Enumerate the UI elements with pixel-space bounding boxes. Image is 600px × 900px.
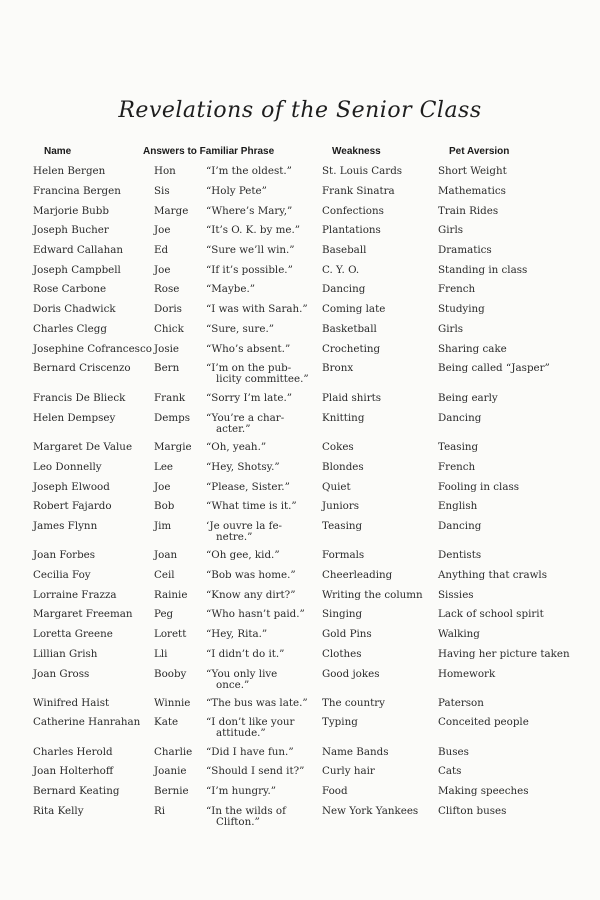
student-weakness: Gold Pins bbox=[322, 628, 372, 640]
student-nickname: Kate bbox=[154, 716, 179, 728]
student-name: Joan Forbes bbox=[33, 549, 96, 561]
student-weakness: Juniors bbox=[322, 500, 360, 512]
student-pet-aversion: Dancing bbox=[438, 520, 482, 532]
student-pet-aversion: French bbox=[438, 283, 476, 295]
page-title: Revelations of the Senior Class bbox=[118, 98, 482, 123]
familiar-phrase bbox=[206, 284, 310, 295]
header-weakness: Weakness bbox=[332, 146, 381, 157]
familiar-phrase bbox=[206, 442, 310, 453]
student-name: Cecilia Foy bbox=[33, 569, 91, 581]
student-nickname: Lli bbox=[154, 648, 168, 660]
student-name: Rose Carbone bbox=[33, 283, 107, 295]
student-pet-aversion: Having her picture taken bbox=[438, 648, 570, 660]
student-nickname: Joanie bbox=[154, 765, 187, 777]
student-nickname: Joe bbox=[154, 481, 171, 493]
student-name: Catherine Hanrahan bbox=[33, 716, 141, 728]
student-pet-aversion: Girls bbox=[438, 224, 464, 236]
familiar-phrase bbox=[206, 363, 310, 385]
student-pet-aversion: Clifton buses bbox=[438, 805, 507, 817]
student-weakness: Quiet bbox=[322, 481, 351, 493]
student-pet-aversion: Buses bbox=[438, 746, 469, 758]
student-weakness: Name Bands bbox=[322, 746, 389, 758]
student-weakness: St. Louis Cards bbox=[322, 165, 403, 177]
student-name: Joan Holterhoff bbox=[33, 765, 114, 777]
student-weakness: Dancing bbox=[322, 283, 366, 295]
student-weakness: Coming late bbox=[322, 303, 386, 315]
familiar-phrase bbox=[206, 304, 310, 315]
familiar-phrase bbox=[206, 265, 310, 276]
student-name: Charles Clegg bbox=[33, 323, 107, 335]
familiar-phrase-line: “Sure, sure.” bbox=[206, 323, 274, 335]
familiar-phrase-line: licity committee.” bbox=[216, 373, 309, 385]
familiar-phrase-line: “It’s O. K. by me.” bbox=[206, 224, 300, 236]
header-answers: Answers to Familiar Phrase bbox=[143, 146, 275, 157]
student-nickname: Lorett bbox=[154, 628, 187, 640]
familiar-phrase-line: Clifton.” bbox=[216, 816, 260, 828]
familiar-phrase-line: “Please, Sister.” bbox=[206, 481, 290, 493]
student-pet-aversion: English bbox=[438, 500, 478, 512]
student-nickname: Lee bbox=[154, 461, 174, 473]
familiar-phrase bbox=[206, 590, 310, 601]
student-name: Leo Donnelly bbox=[33, 461, 102, 473]
student-pet-aversion: Studying bbox=[438, 303, 485, 315]
familiar-phrase-line: acter.” bbox=[216, 423, 251, 435]
student-nickname: Rose bbox=[154, 283, 180, 295]
student-nickname: Chick bbox=[154, 323, 184, 335]
familiar-phrase bbox=[206, 629, 310, 640]
student-name: Marjorie Bubb bbox=[33, 205, 109, 217]
student-weakness: Crocheting bbox=[322, 343, 381, 355]
student-weakness: Singing bbox=[322, 608, 363, 620]
student-nickname: Charlie bbox=[154, 746, 193, 758]
student-pet-aversion: Walking bbox=[438, 628, 480, 640]
student-name: Edward Callahan bbox=[33, 244, 123, 256]
familiar-phrase bbox=[206, 206, 310, 217]
familiar-phrase-line: “I’m the oldest.” bbox=[206, 165, 292, 177]
student-weakness: Cokes bbox=[322, 441, 354, 453]
student-weakness: Plantations bbox=[322, 224, 381, 236]
student-nickname: Marge bbox=[154, 205, 189, 217]
header-name: Name bbox=[44, 146, 72, 157]
familiar-phrase-line: “Maybe.” bbox=[206, 283, 255, 295]
student-weakness: Plaid shirts bbox=[322, 392, 382, 404]
familiar-phrase bbox=[206, 462, 310, 473]
familiar-phrase bbox=[206, 324, 310, 335]
student-weakness: Food bbox=[322, 785, 348, 797]
student-pet-aversion: Sissies bbox=[438, 589, 474, 601]
familiar-phrase bbox=[206, 570, 310, 581]
familiar-phrase-line: “Know any dirt?” bbox=[206, 589, 296, 601]
student-weakness: Writing the column bbox=[322, 589, 423, 601]
familiar-phrase-line: “Oh, yeah.” bbox=[206, 441, 267, 453]
familiar-phrase-line: “Hey, Rita.” bbox=[206, 628, 268, 640]
student-pet-aversion: Conceited people bbox=[438, 716, 529, 728]
student-pet-aversion: Train Rides bbox=[438, 205, 499, 217]
familiar-phrase-line: “Who hasn’t paid.” bbox=[206, 608, 305, 620]
student-weakness: Teasing bbox=[322, 520, 363, 532]
student-name: Loretta Greene bbox=[33, 628, 113, 640]
student-pet-aversion: Girls bbox=[438, 323, 464, 335]
familiar-phrase-line: “Should I send it?” bbox=[206, 765, 305, 777]
student-weakness: Confections bbox=[322, 205, 384, 217]
student-name: Charles Herold bbox=[33, 746, 113, 758]
student-name: Bernard Criscenzo bbox=[33, 362, 131, 374]
student-nickname: Jim bbox=[154, 520, 172, 532]
familiar-phrase bbox=[206, 501, 310, 512]
student-name: Helen Bergen bbox=[33, 165, 106, 177]
student-pet-aversion: Being early bbox=[438, 392, 498, 404]
student-name: Joseph Campbell bbox=[33, 264, 121, 276]
student-weakness: Formals bbox=[322, 549, 365, 561]
student-pet-aversion: Making speeches bbox=[438, 785, 529, 797]
student-weakness: Blondes bbox=[322, 461, 364, 473]
student-pet-aversion: Mathematics bbox=[438, 185, 506, 197]
familiar-phrase-line: “I don’t like your bbox=[206, 716, 295, 728]
student-pet-aversion: Short Weight bbox=[438, 165, 507, 177]
familiar-phrase-line: “Oh gee, kid.” bbox=[206, 549, 280, 561]
student-pet-aversion: Sharing cake bbox=[438, 343, 507, 355]
familiar-phrase-line: “Did I have fun.” bbox=[206, 746, 294, 758]
student-name: Francina Bergen bbox=[33, 185, 121, 197]
student-pet-aversion: Cats bbox=[438, 765, 462, 777]
student-pet-aversion: Being called “Jasper” bbox=[438, 362, 550, 374]
student-weakness: Knitting bbox=[322, 412, 365, 424]
student-weakness: Typing bbox=[322, 716, 358, 728]
student-pet-aversion: Teasing bbox=[438, 441, 479, 453]
familiar-phrase-line: “Holy Pete” bbox=[206, 185, 267, 197]
familiar-phrase-line: “Sure we’ll win.” bbox=[206, 244, 295, 256]
student-nickname: Ri bbox=[154, 805, 166, 817]
familiar-phrase bbox=[206, 649, 310, 660]
student-nickname: Ed bbox=[154, 244, 169, 256]
student-nickname: Demps bbox=[154, 412, 190, 424]
familiar-phrase-line: “Bob was home.” bbox=[206, 569, 296, 581]
student-nickname: Sis bbox=[154, 185, 170, 197]
student-pet-aversion: Standing in class bbox=[438, 264, 528, 276]
student-weakness: Frank Sinatra bbox=[322, 185, 395, 197]
student-name: Joan Gross bbox=[33, 668, 90, 680]
student-nickname: Frank bbox=[154, 392, 186, 404]
familiar-phrase bbox=[206, 413, 310, 435]
student-name: Joseph Elwood bbox=[33, 481, 110, 493]
student-nickname: Peg bbox=[154, 608, 174, 620]
familiar-phrase-line: “You’re a char- bbox=[206, 412, 285, 424]
student-weakness: New York Yankees bbox=[322, 805, 419, 817]
familiar-phrase-line: “You only live bbox=[206, 668, 278, 680]
student-weakness: Good jokes bbox=[322, 668, 380, 680]
student-nickname: Booby bbox=[154, 668, 187, 680]
student-name: Lillian Grish bbox=[33, 648, 98, 660]
familiar-phrase bbox=[206, 669, 310, 691]
student-nickname: Bern bbox=[154, 362, 180, 374]
familiar-phrase-line: once.” bbox=[216, 679, 250, 691]
familiar-phrase-line: “I’m hungry.” bbox=[206, 785, 277, 797]
student-nickname: Joe bbox=[154, 264, 171, 276]
familiar-phrase bbox=[206, 550, 310, 561]
student-nickname: Joan bbox=[154, 549, 178, 561]
student-nickname: Hon bbox=[154, 165, 176, 177]
student-weakness: The country bbox=[322, 697, 385, 709]
student-name: Robert Fajardo bbox=[33, 500, 112, 512]
familiar-phrase-line: “Where’s Mary,” bbox=[206, 205, 293, 217]
student-nickname: Bob bbox=[154, 500, 175, 512]
student-nickname: Josie bbox=[154, 343, 179, 355]
familiar-phrase bbox=[206, 806, 310, 828]
student-weakness: Curly hair bbox=[322, 765, 375, 777]
student-nickname: Bernie bbox=[154, 785, 189, 797]
student-name: Josephine Cofrancesco bbox=[33, 343, 152, 355]
student-weakness: Baseball bbox=[322, 244, 367, 256]
familiar-phrase-line: “Hey, Shotsy.” bbox=[206, 461, 280, 473]
student-nickname: Rainie bbox=[154, 589, 188, 601]
student-weakness: Clothes bbox=[322, 648, 362, 660]
familiar-phrase-line: “I’m on the pub- bbox=[206, 362, 292, 374]
student-nickname: Winnie bbox=[154, 697, 191, 709]
familiar-phrase-line: “I didn’t do it.” bbox=[206, 648, 285, 660]
familiar-phrase-line: “Who’s absent.” bbox=[206, 343, 291, 355]
student-name: Margaret Freeman bbox=[33, 608, 133, 620]
familiar-phrase bbox=[206, 166, 310, 177]
familiar-phrase-line: “Sorry I’m late.” bbox=[206, 392, 293, 404]
student-name: Rita Kelly bbox=[33, 805, 84, 817]
header-pet-aversion: Pet Aversion bbox=[449, 146, 510, 157]
familiar-phrase bbox=[206, 393, 310, 404]
familiar-phrase-line: netre.” bbox=[216, 531, 253, 543]
familiar-phrase-line: “In the wilds of bbox=[206, 805, 286, 817]
familiar-phrase bbox=[206, 747, 310, 758]
student-pet-aversion: Dentists bbox=[438, 549, 482, 561]
student-name: James Flynn bbox=[33, 520, 98, 532]
familiar-phrase bbox=[206, 717, 310, 739]
familiar-phrase bbox=[206, 344, 310, 355]
student-pet-aversion: Homework bbox=[438, 668, 496, 680]
student-nickname: Margie bbox=[154, 441, 192, 453]
familiar-phrase bbox=[206, 609, 310, 620]
student-pet-aversion: Fooling in class bbox=[438, 481, 520, 493]
student-name: Doris Chadwick bbox=[33, 303, 116, 315]
student-name: Helen Dempsey bbox=[33, 412, 116, 424]
familiar-phrase bbox=[206, 786, 310, 797]
familiar-phrase bbox=[206, 521, 310, 543]
student-nickname: Ceil bbox=[154, 569, 175, 581]
student-pet-aversion: Lack of school spirit bbox=[438, 608, 544, 620]
student-weakness: Basketball bbox=[322, 323, 377, 335]
familiar-phrase bbox=[206, 698, 310, 709]
student-weakness: Bronx bbox=[322, 362, 354, 374]
familiar-phrase-line: “What time is it.” bbox=[206, 500, 297, 512]
familiar-phrase-line: “The bus was late.” bbox=[206, 697, 308, 709]
student-pet-aversion: Paterson bbox=[438, 697, 484, 709]
student-pet-aversion: Dancing bbox=[438, 412, 482, 424]
student-name: Francis De Blieck bbox=[33, 392, 126, 404]
student-name: Lorraine Frazza bbox=[33, 589, 117, 601]
familiar-phrase bbox=[206, 482, 310, 493]
familiar-phrase-line: “If it’s possible.” bbox=[206, 264, 293, 276]
student-pet-aversion: Dramatics bbox=[438, 244, 492, 256]
student-nickname: Joe bbox=[154, 224, 171, 236]
student-name: Joseph Bucher bbox=[33, 224, 109, 236]
student-name: Bernard Keating bbox=[33, 785, 120, 797]
familiar-phrase bbox=[206, 766, 310, 777]
familiar-phrase-line: attitude.” bbox=[216, 727, 266, 739]
familiar-phrase-line: “I was with Sarah.” bbox=[206, 303, 308, 315]
student-nickname: Doris bbox=[154, 303, 182, 315]
student-weakness: Cheerleading bbox=[322, 569, 393, 581]
student-pet-aversion: Anything that crawls bbox=[438, 569, 547, 581]
familiar-phrase bbox=[206, 225, 310, 236]
student-name: Margaret De Value bbox=[33, 441, 133, 453]
student-weakness: C. Y. O. bbox=[322, 264, 360, 276]
familiar-phrase-line: ‘Je ouvre la fe- bbox=[206, 520, 283, 532]
familiar-phrase bbox=[206, 245, 310, 256]
student-name: Winifred Haist bbox=[33, 697, 110, 709]
student-pet-aversion: French bbox=[438, 461, 476, 473]
familiar-phrase bbox=[206, 186, 310, 197]
